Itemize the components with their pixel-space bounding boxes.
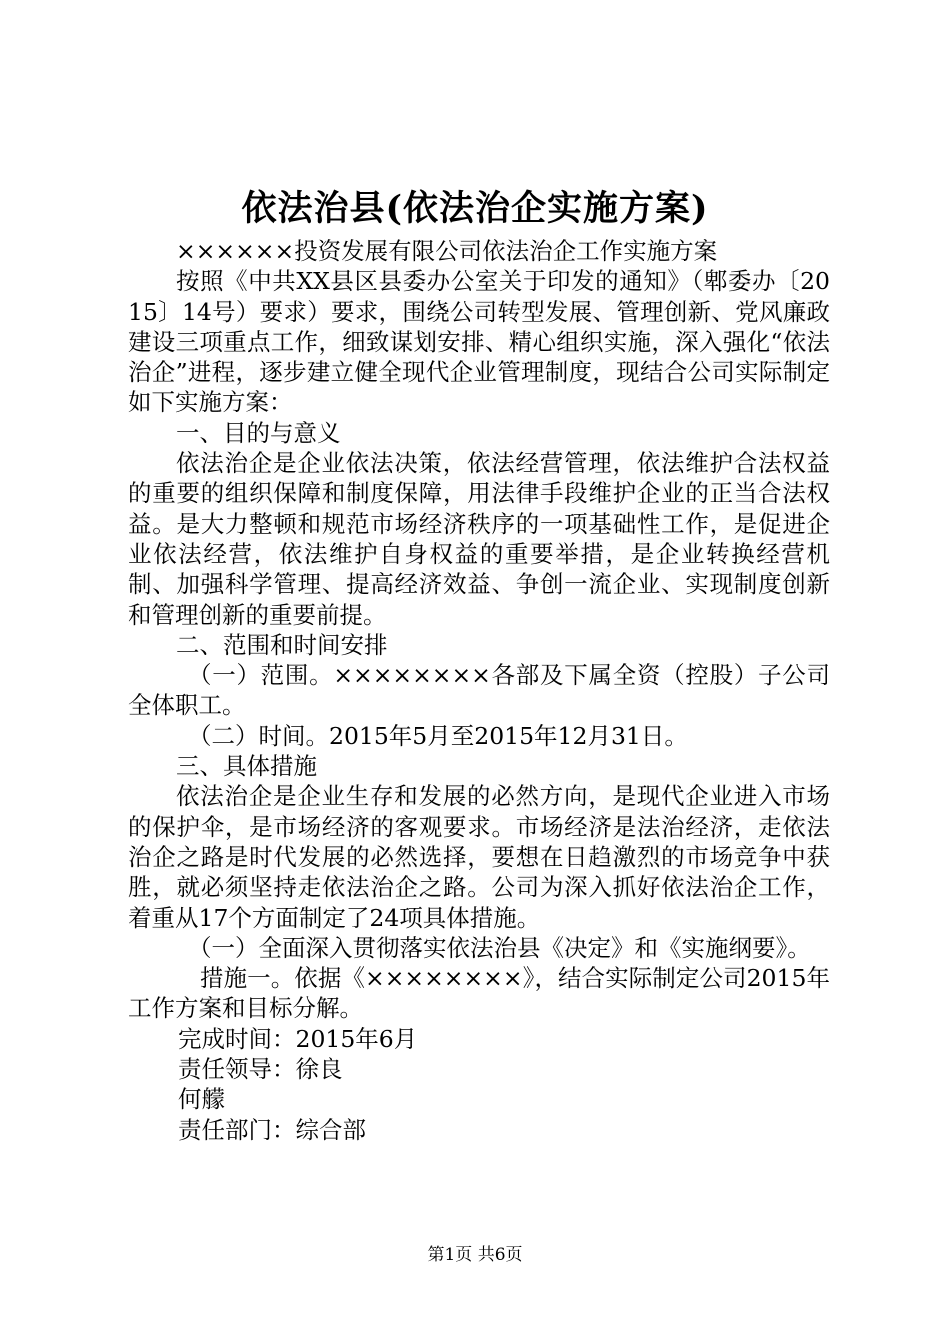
section-heading-scope: 二、范围和时间安排 — [176, 630, 388, 659]
page-footer: 第1页 共6页 — [427, 1245, 523, 1265]
document-title: 依法治县(依法治企实施方案) — [241, 188, 709, 229]
time-paragraph: （二）时间。2015年5月至2015年12月31日。 — [188, 721, 688, 750]
measures-item-1: （一）全面深入贯彻落实依法治县《决定》和《实施纲要》。 — [188, 933, 811, 962]
document-body — [128, 236, 830, 1145]
responsible-leader-2: 何艨 — [178, 1085, 225, 1114]
scope-paragraph: （一）范围。××××××××各部及下属全资（控股）子公司全体职工。 — [128, 661, 830, 720]
responsible-leader: 责任领导：徐良 — [178, 1055, 343, 1084]
purpose-paragraph: 依法治企是企业依法决策，依法经营管理，依法维护合法权益的重要的组织保障和制度保障，用法律手段维护企业的正当合法权益。是大力整顿和规范市场经济秩序的一项基础性工作，是促进企业依法经营，依法维护自身权益的重要举措，是企业转换经营机制、加强科学管理、提高经济效益、争创一流企业、实现制度创新和管理创新的重要前提。 — [128, 449, 830, 629]
section-heading-purpose: 一、目的与意义 — [176, 418, 341, 447]
responsible-department: 责任部门：综合部 — [178, 1115, 366, 1144]
measures-paragraph: 依法治企是企业生存和发展的必然方向，是现代企业进入市场的保护伞，是市场经济的客观要求。市场经济是法治经济，走依法治企之路是时代发展的必然选择，要想在日趋激烈的市场竞争中获胜，就必须坚持走依法治企之路。公司为深入抓好依法治企工作，着重从17个方面制定了24项具体措施。 — [128, 782, 830, 932]
section-heading-measures: 三、具体措施 — [176, 752, 317, 781]
measure-one-paragraph: 措施一。依据《××××××××》，结合实际制定公司2015年工作方案和目标分解。 — [128, 964, 830, 1023]
completion-time: 完成时间：2015年6月 — [178, 1024, 418, 1053]
intro-paragraph: 按照《中共XX县区县委办公室关于印发的通知》（郫委办〔2015〕14号）要求）要求，围绕公司转型发展、管理创新、党风廉政建设三项重点工作，细致谋划安排、精心组织实施，深入强化“依法治企”进程，逐步建立健全现代企业管理制度，现结合公司实际制定如下实施方案： — [128, 267, 830, 417]
plan-heading: ××××××投资发展有限公司依法治企工作实施方案 — [176, 237, 718, 265]
